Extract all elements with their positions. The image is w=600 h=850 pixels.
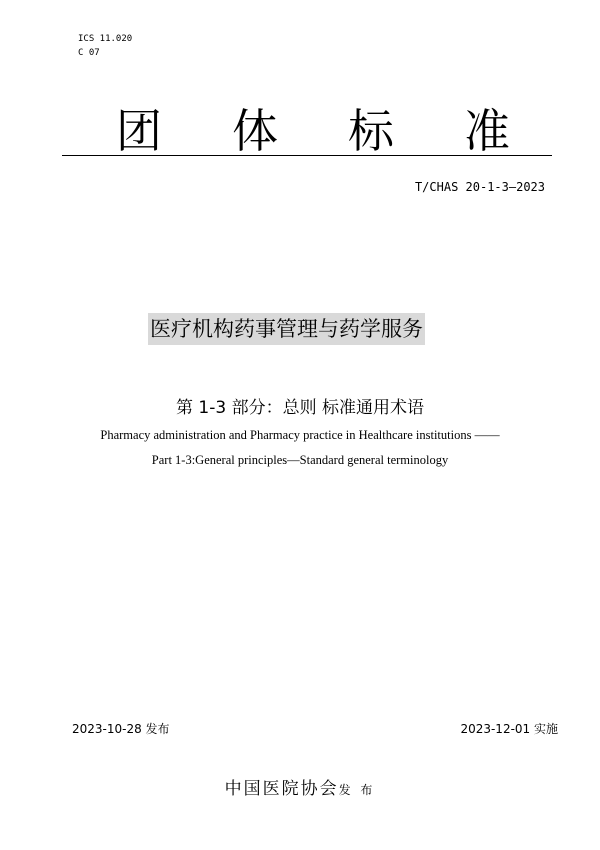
publish-date: 2023-10-28 发布 bbox=[72, 722, 170, 736]
ccs-code: C 07 bbox=[78, 48, 100, 58]
ics-code: ICS 11.020 bbox=[78, 34, 133, 44]
title-char-1: 团 bbox=[116, 104, 162, 158]
english-title-line-1: Pharmacy administration and Pharmacy practice in Healthcare institutions —— bbox=[100, 428, 500, 442]
english-title-line-2: Part 1-3:General principles—Standard general terminology bbox=[151, 453, 449, 467]
title-char-3: 标 bbox=[348, 104, 394, 158]
issuer bbox=[0, 774, 600, 799]
main-title: 医疗机构药事管理与药学服务 bbox=[148, 313, 425, 345]
sub-title: 第 1-3 部分：总则 标准通用术语 bbox=[176, 398, 424, 418]
title-char-4: 准 bbox=[464, 104, 510, 158]
title-char-2: 体 bbox=[232, 104, 278, 158]
issuer-action: 发 布 bbox=[338, 783, 376, 797]
implement-date: 2023-12-01 实施 bbox=[460, 722, 558, 736]
classification-codes bbox=[78, 32, 132, 60]
header-rule bbox=[62, 155, 552, 156]
document-type-title bbox=[60, 98, 550, 158]
issuer-org: 中国医院协会 bbox=[224, 779, 339, 799]
standard-number: T/CHAS 20-1-3—2023 bbox=[414, 180, 545, 194]
